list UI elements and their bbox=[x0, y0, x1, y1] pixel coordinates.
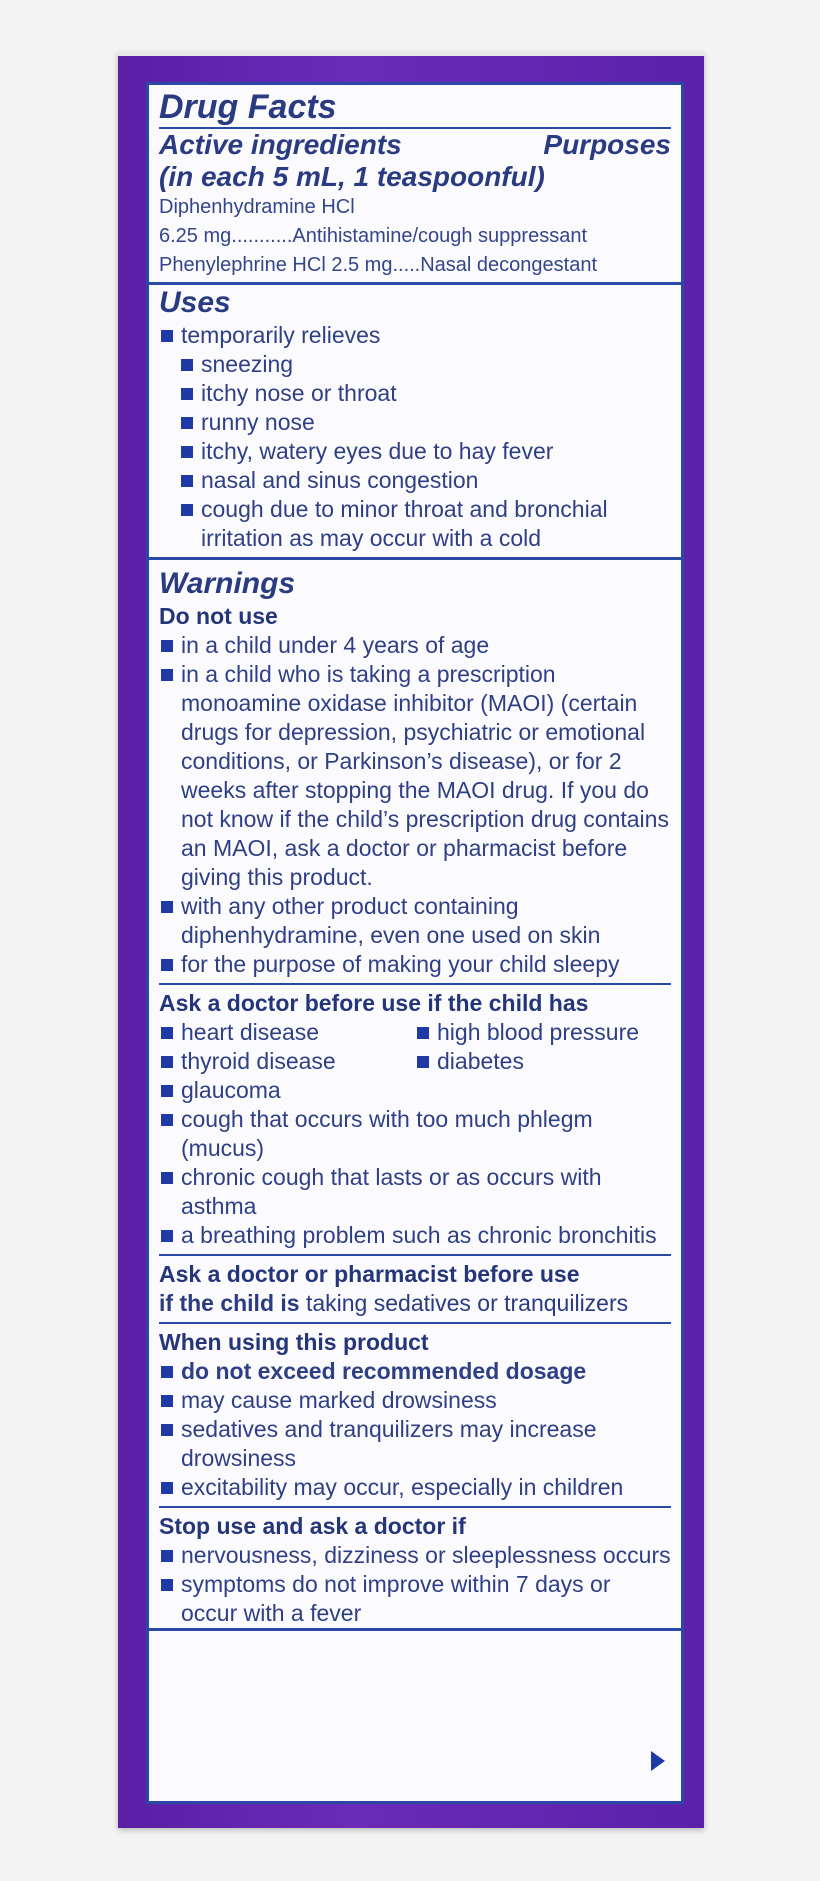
drug-facts-title: Drug Facts bbox=[159, 85, 671, 129]
active-ingredients-heading: Active ingredients bbox=[159, 129, 402, 160]
list-item: in a child who is taking a prescription monoamine oxidase inhibitor (MAOI) (certain drugs for depression, psychiatric or emotional conditions, or Parkinson’s disease), or for 2 weeks after stopping the MAOI drug. If you do not know if the child’s prescription drug contains an MAOI, ask a doctor or pharmacist before giving this product. bbox=[159, 660, 671, 892]
list-item: sedatives and tranquilizers may increase drowsiness bbox=[159, 1415, 671, 1473]
square-bullet-icon bbox=[161, 1027, 173, 1039]
square-bullet-icon bbox=[161, 1424, 173, 1436]
active-ingredients-sub: (in each 5 mL, 1 teaspoonful) bbox=[159, 161, 545, 192]
square-bullet-icon bbox=[161, 1230, 173, 1242]
square-bullet-icon bbox=[181, 475, 193, 487]
square-bullet-icon bbox=[161, 1482, 173, 1494]
list-item: sneezing bbox=[159, 350, 671, 379]
active-ingredients-header bbox=[159, 129, 671, 161]
square-bullet-icon bbox=[161, 959, 173, 971]
list-item: diabetes bbox=[415, 1047, 671, 1076]
list-item: temporarily relieves bbox=[159, 321, 671, 350]
square-bullet-icon bbox=[161, 1550, 173, 1562]
list-item: glaucoma bbox=[159, 1076, 671, 1105]
square-bullet-icon bbox=[161, 901, 173, 913]
square-bullet-icon bbox=[161, 330, 173, 342]
list-item: chronic cough that lasts or as occurs with asthma bbox=[159, 1163, 671, 1221]
list-item: nasal and sinus congestion bbox=[159, 466, 671, 495]
square-bullet-icon bbox=[161, 669, 173, 681]
list-item: symptoms do not improve within 7 days or occur with a fever bbox=[159, 1570, 671, 1628]
divider bbox=[159, 983, 671, 985]
square-bullet-icon bbox=[417, 1027, 429, 1039]
active-ingredients-section bbox=[149, 85, 681, 285]
ask-pharmacist-text: if the child is taking sedatives or tranquilizers bbox=[159, 1290, 629, 1316]
ingredient-line: Diphenhydramine HCl bbox=[159, 196, 355, 218]
square-bullet-icon bbox=[161, 1395, 173, 1407]
uses-section bbox=[149, 285, 681, 560]
divider bbox=[159, 1322, 671, 1324]
when-using-heading: When using this product bbox=[159, 1329, 429, 1355]
stop-use-heading: Stop use and ask a doctor if bbox=[159, 1513, 466, 1539]
ask-pharmacist-heading: Ask a doctor or pharmacist before use bbox=[159, 1261, 580, 1287]
list-item: runny nose bbox=[159, 408, 671, 437]
square-bullet-icon bbox=[181, 417, 193, 429]
list-item: do not exceed recommended dosage bbox=[159, 1357, 671, 1386]
list-item: a breathing problem such as chronic bronchitis bbox=[159, 1221, 671, 1250]
square-bullet-icon bbox=[161, 1579, 173, 1591]
square-bullet-icon bbox=[181, 446, 193, 458]
warnings-heading: Warnings bbox=[159, 567, 296, 600]
list-item: cough that occurs with too much phlegm (mucus) bbox=[159, 1105, 671, 1163]
list-item: with any other product containing diphenhydramine, even one used on skin bbox=[159, 892, 671, 950]
list-item: excitability may occur, especially in children bbox=[159, 1473, 671, 1502]
list-item: high blood pressure bbox=[415, 1018, 671, 1047]
square-bullet-icon bbox=[161, 1172, 173, 1184]
ask-doctor-heading: Ask a doctor before use if the child has bbox=[159, 990, 589, 1016]
list-item: thyroid disease bbox=[159, 1047, 415, 1076]
square-bullet-icon bbox=[161, 1114, 173, 1126]
list-item: cough due to minor throat and bronchial irritation as may occur with a cold bbox=[159, 495, 671, 553]
square-bullet-icon bbox=[417, 1056, 429, 1068]
square-bullet-icon bbox=[161, 1366, 173, 1378]
drug-facts-panel bbox=[146, 82, 684, 1804]
list-item: may cause marked drowsiness bbox=[159, 1386, 671, 1415]
list-item: for the purpose of making your child sleepy bbox=[159, 950, 671, 979]
ingredient-line: Phenylephrine HCl 2.5 mg.....Nasal decongestant bbox=[159, 254, 598, 276]
ingredient-line: 6.25 mg...........Antihistamine/cough suppressant bbox=[159, 225, 588, 247]
list-item: itchy nose or throat bbox=[159, 379, 671, 408]
list-item: in a child under 4 years of age bbox=[159, 631, 671, 660]
do-not-use-heading: Do not use bbox=[159, 603, 278, 629]
square-bullet-icon bbox=[181, 388, 193, 400]
square-bullet-icon bbox=[181, 504, 193, 516]
play-arrow-icon bbox=[651, 1751, 665, 1771]
list-item: itchy, watery eyes due to hay fever bbox=[159, 437, 671, 466]
ask-doctor-two-column bbox=[159, 1018, 671, 1076]
uses-heading: Uses bbox=[159, 286, 231, 319]
square-bullet-icon bbox=[161, 640, 173, 652]
list-item: nervousness, dizziness or sleeplessness occurs bbox=[159, 1541, 671, 1570]
list-item: heart disease bbox=[159, 1018, 415, 1047]
square-bullet-icon bbox=[181, 359, 193, 371]
warnings-section bbox=[149, 560, 681, 1631]
square-bullet-icon bbox=[161, 1085, 173, 1097]
purposes-heading: Purposes bbox=[543, 129, 671, 160]
square-bullet-icon bbox=[161, 1056, 173, 1068]
divider bbox=[159, 1254, 671, 1256]
divider bbox=[159, 1506, 671, 1508]
